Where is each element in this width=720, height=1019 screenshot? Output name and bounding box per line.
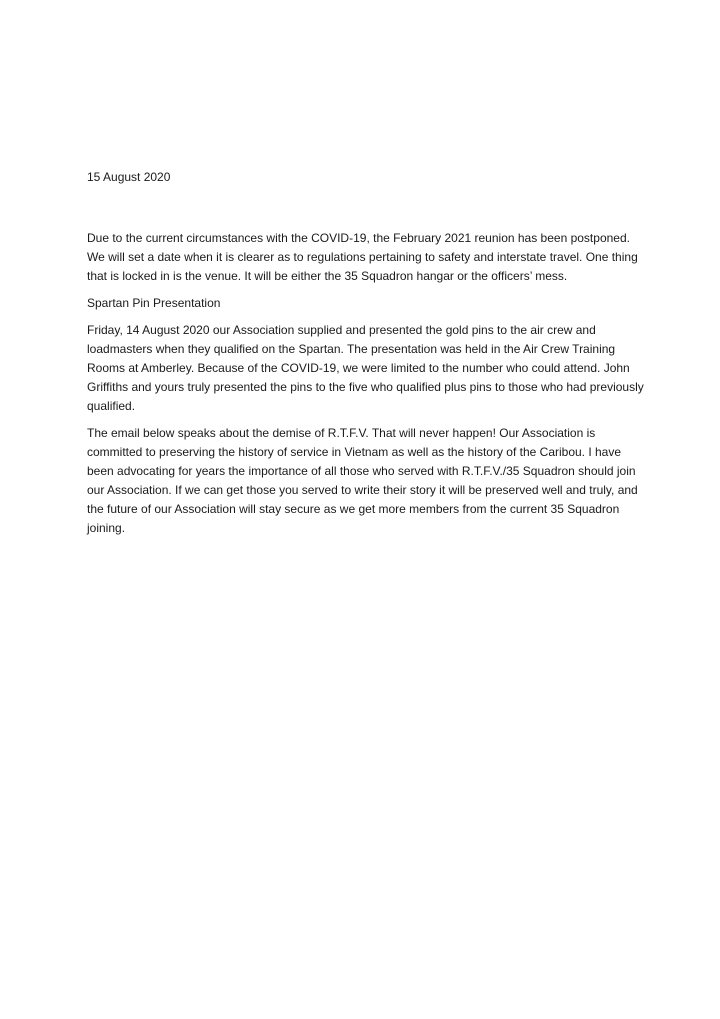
spacer [87,416,647,424]
paragraph-pin-presentation: Friday, 14 August 2020 our Association supplied and presented the gold pins to the air crew and loadmasters when they qualified on the Spartan. The presentation was held in the Air Crew Training Rooms at Amberley. Because of the COVID-19, we were limited to the number who could attend. John Griffiths and yours truly presented the pins to the five who qualified plus pins to those who had previously qualified. [87,323,644,413]
paragraph-reunion-postponed: Due to the current circumstances with the COVID-19, the February 2021 reunion has been postponed. We will set a date when it is clearer as to regulations pertaining to safety and interstate travel. One thing that is locked in is the venue. It will be either the 35 Squadron hangar or the officers’ mess. [87,231,638,283]
paragraph-association-history: The email below speaks about the demise of R.T.F.V. That will never happen! Our Association is committed to preserving the history of service in Vietnam as well as the history of the Caribou. I have been advocating for years the importance of all those who served with R.T.F.V./35 Squadron should join our Association. If we can get those you served to write their story it will be preserved well and truly, and the future of our Association will stay secure as we get more members from the current 35 Squadron joining. [87,426,638,535]
letter-date: 15 August 2020 [87,170,171,184]
spacer [87,313,647,321]
section-heading-spartan-pin: Spartan Pin Presentation [87,296,221,310]
letter-body [87,168,647,538]
spacer [87,286,647,294]
spacer [87,187,647,229]
